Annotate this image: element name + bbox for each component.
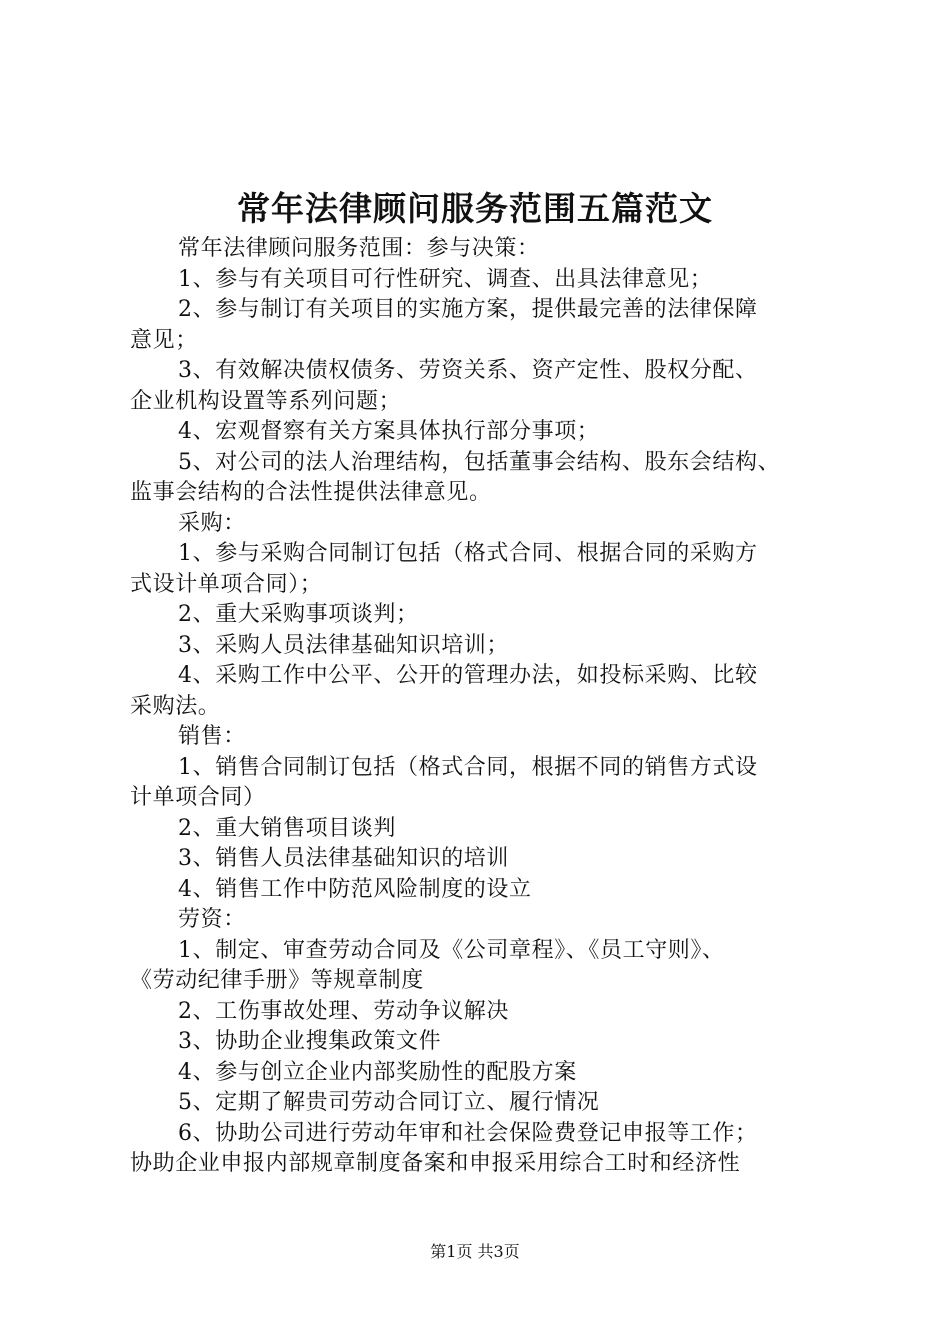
paragraph-line: 2、重大采购事项谈判； [178,602,419,627]
paragraph-line: 1、参与有关项目可行性研究、调查、出具法律意见； [178,266,713,292]
paragraph-line: 意见； [130,327,198,353]
paragraph-line: 3、采购人员法律基础知识培训； [178,632,509,658]
paragraph-line: 式设计单项合同）； [130,571,323,597]
document-body [130,234,850,1180]
paragraph-line: 1、销售合同制订包括（格式合同，根据不同的销售方式设 [178,754,758,780]
paragraph-line: 企业机构设置等系列问题； [130,388,402,414]
paragraph-line: 6、协助公司进行劳动年审和社会保险费登记申报等工作； [178,1120,758,1146]
document-title: 常年法律顾问服务范围五篇范文 [237,189,713,228]
paragraph-line: 3、协助企业搜集政策文件 [178,1029,442,1054]
paragraph-line: 5、定期了解贵司劳动合同订立、履行情况 [178,1090,600,1115]
paragraph-line: 2、参与制订有关项目的实施方案，提供最完善的法律保障 [178,297,758,322]
paragraph-line: 计单项合同） [130,785,266,810]
paragraph-line: 3、销售人员法律基础知识的培训 [178,846,509,871]
paragraph-line: 监事会结构的合法性提供法律意见。 [130,480,492,505]
section-heading: 销售： [178,724,246,749]
paragraph-line: 4、采购工作中公平、公开的管理办法，如投标采购、比较 [178,663,758,688]
paragraph-line: 4、销售工作中防范风险制度的设立 [178,876,532,902]
paragraph-line: 4、参与创立企业内部奖励性的配股方案 [178,1059,577,1085]
section-heading: 采购： [178,510,246,536]
paragraph-line: 1、制定、审查劳动合同及《公司章程》、《员工守则》、 [178,937,725,963]
paragraph-line: 4、宏观督察有关方案具体执行部分事项； [178,419,600,444]
paragraph-line: 《劳动纪律手册》等规章制度 [130,968,424,993]
paragraph-line: 协助企业申报内部规章制度备案和申报采用综合工时和经济性 [130,1151,741,1176]
paragraph-line: 1、参与采购合同制订包括（格式合同、根据合同的采购方 [178,541,758,566]
paragraph-line: 采购法。 [130,693,221,719]
section-heading: 劳资： [178,907,246,932]
paragraph-line: 3、有效解决债权债务、劳资关系、资产定性、股权分配、 [178,358,758,383]
paragraph-line: 常年法律顾问服务范围：参与决策： [178,236,540,261]
paragraph-line: 2、重大销售项目谈判 [178,815,396,841]
page-number-footer: 第1页 共3页 [430,1242,520,1261]
paragraph-line: 2、工伤事故处理、劳动争议解决 [178,998,509,1024]
paragraph-line: 5、对公司的法人治理结构，包括董事会结构、股东会结构、 [178,449,781,475]
